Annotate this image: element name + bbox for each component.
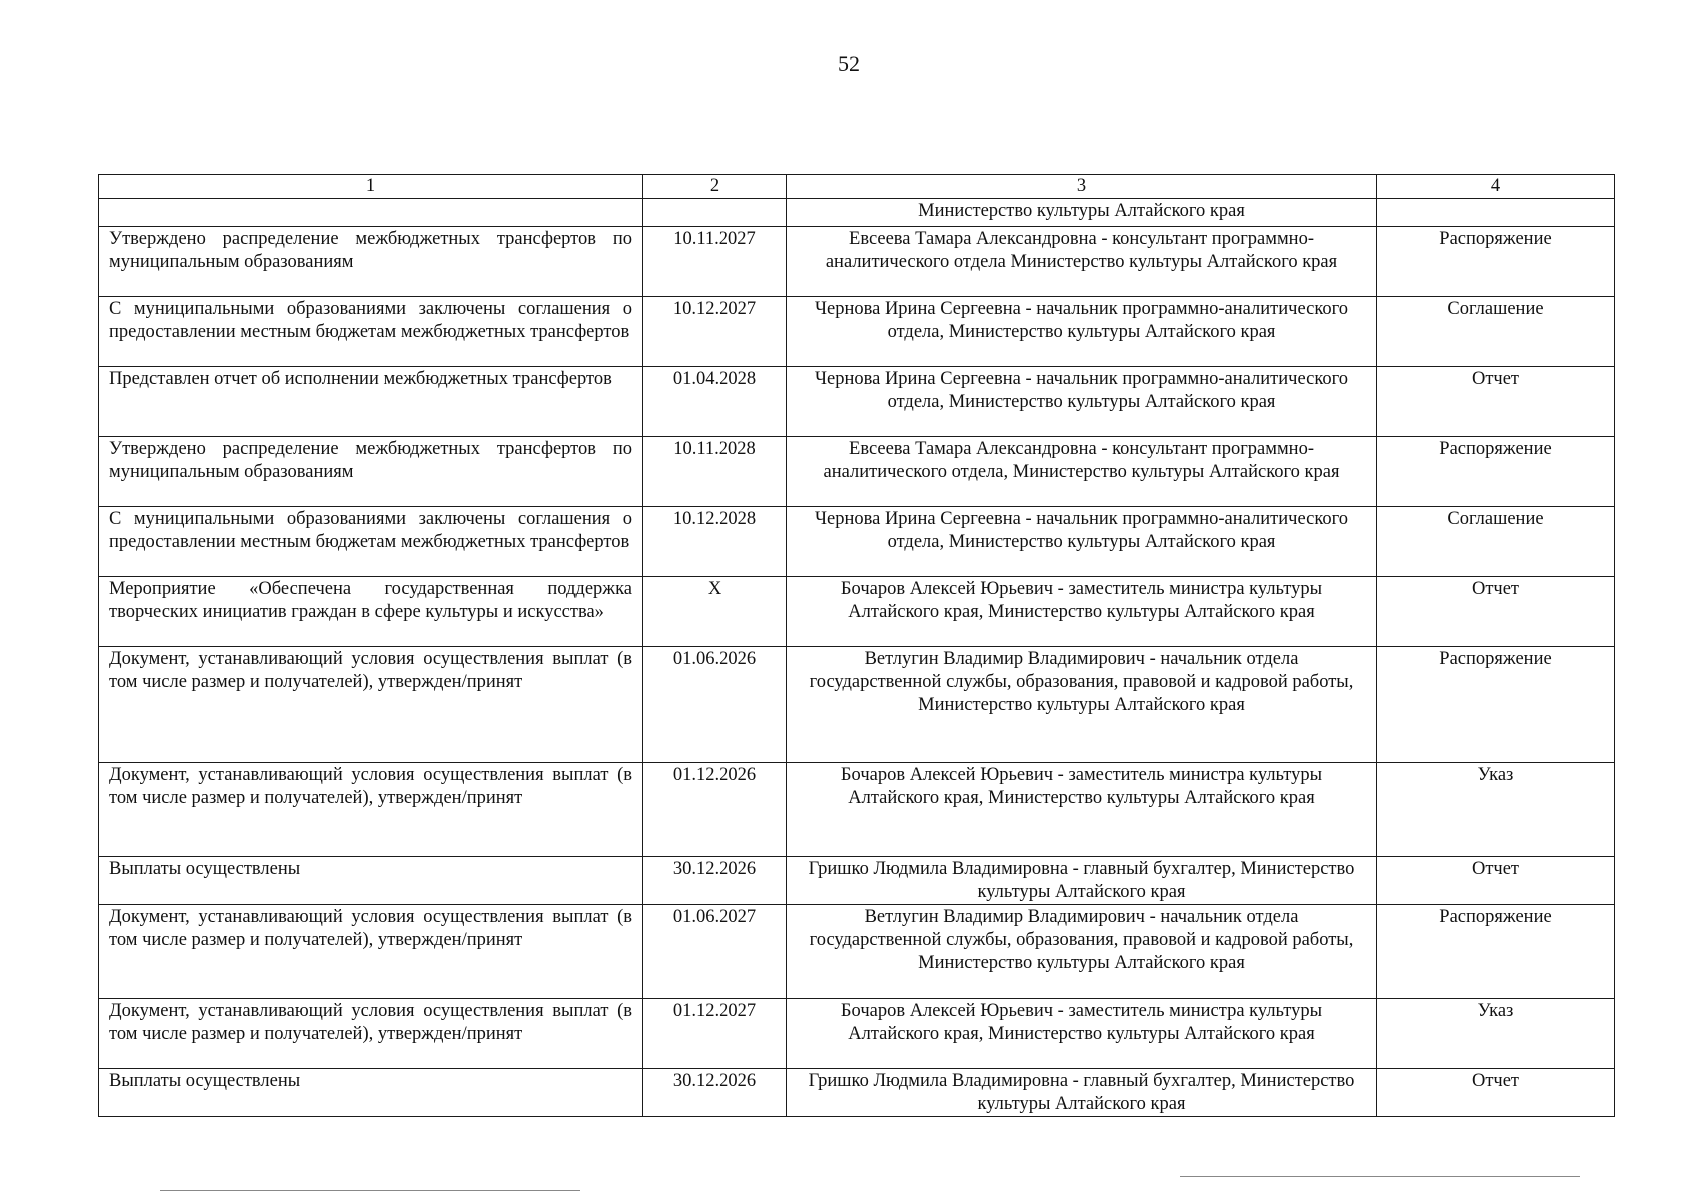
cell-document-type-text: Соглашение (1447, 299, 1544, 319)
cell-event-text: Утверждено распределение межбюджетных трансфертов по муниципальным образованиям (109, 439, 632, 482)
table-row (99, 577, 1615, 647)
table-row (99, 763, 1615, 857)
cell-document-type (1377, 647, 1615, 763)
cell-date-text: 01.04.2028 (672, 369, 757, 389)
cell-event-text: Выплаты осуществлены (109, 1071, 301, 1091)
cell-event (99, 199, 643, 227)
cell-responsible (787, 367, 1377, 437)
cell-event-text: С муниципальными образованиями заключены соглашения о предоставлении местным бюджетам межбюджетных трансфертов (109, 299, 632, 342)
cell-event-text: Представлен отчет об исполнении межбюджетных трансфертов (109, 369, 612, 389)
scan-artifact-line (1180, 1176, 1580, 1177)
cell-responsible (787, 227, 1377, 297)
cell-date (643, 857, 787, 905)
cell-responsible (787, 999, 1377, 1069)
cell-responsible-text: Чернова Ирина Сергеевна - начальник программно-аналитического отдела, Министерство культуры Алтайского края (814, 369, 1349, 412)
cell-document-type (1377, 905, 1615, 999)
cell-date (643, 1069, 787, 1117)
cell-date-text: 10.12.2028 (672, 509, 757, 529)
column-header-2: 2 (643, 175, 787, 199)
cell-responsible (787, 199, 1377, 227)
cell-document-type-text: Распоряжение (1439, 229, 1552, 249)
cell-document-type-text: Отчет (1471, 579, 1520, 599)
cell-event (99, 367, 643, 437)
cell-document-type (1377, 227, 1615, 297)
header-row (99, 175, 1615, 199)
cell-event-text: Документ, устанавливающий условия осуществления выплат (в том числе размер и получателей), утвержден/принят (109, 1001, 632, 1044)
column-header-3: 3 (787, 175, 1377, 199)
cell-responsible (787, 507, 1377, 577)
table-row (99, 999, 1615, 1069)
table-row (99, 857, 1615, 905)
cell-responsible-text: Бочаров Алексей Юрьевич - заместитель министра культуры Алтайского края, Министерство культуры Алтайского края (840, 765, 1323, 808)
cell-responsible-text: Евсеева Тамара Александровна - консультант программно-аналитического отдела, Министерство культуры Алтайского края (823, 439, 1340, 482)
table-row (99, 1069, 1615, 1117)
cell-date (643, 905, 787, 999)
cell-date-text: 01.12.2027 (672, 1001, 757, 1021)
table-row (99, 905, 1615, 999)
cell-date-text: 01.06.2026 (672, 649, 757, 669)
table-row (99, 647, 1615, 763)
scan-artifact-line (160, 1190, 580, 1191)
cell-date (643, 199, 787, 227)
page-number: 52 (838, 51, 860, 76)
cell-event (99, 507, 643, 577)
cell-event-text: Выплаты осуществлены (109, 859, 301, 879)
cell-date (643, 227, 787, 297)
cell-event (99, 857, 643, 905)
cell-date (643, 577, 787, 647)
cell-responsible (787, 905, 1377, 999)
cell-event (99, 227, 643, 297)
table-row (99, 507, 1615, 577)
cell-document-type (1377, 577, 1615, 647)
cell-event-text: Мероприятие «Обеспечена государственная поддержка творческих инициатив граждан в сфере культуры и искусства» (109, 579, 632, 622)
schedule-table (98, 174, 1615, 1117)
cell-date-text: 01.12.2026 (672, 765, 757, 785)
cell-responsible (787, 763, 1377, 857)
cell-responsible-text: Ветлугин Владимир Владимирович - начальник отдела государственной службы, образования, правовой и кадровой работы, Министерство культуры Алтайского края (809, 649, 1354, 715)
table-row (99, 367, 1615, 437)
cell-date (643, 507, 787, 577)
cell-date (643, 367, 787, 437)
cell-event-text: Документ, устанавливающий условия осуществления выплат (в том числе размер и получателей), утвержден/принят (109, 907, 632, 950)
table-header (99, 175, 1615, 199)
cell-document-type (1377, 297, 1615, 367)
cell-event (99, 577, 643, 647)
cell-responsible-text: Чернова Ирина Сергеевна - начальник программно-аналитического отдела, Министерство культуры Алтайского края (814, 509, 1349, 552)
cell-document-type-text: Распоряжение (1439, 439, 1552, 459)
cell-document-type (1377, 367, 1615, 437)
cell-event (99, 1069, 643, 1117)
cell-date-text: X (707, 579, 722, 599)
cell-document-type-text: Отчет (1471, 369, 1520, 389)
cell-document-type (1377, 437, 1615, 507)
cell-document-type (1377, 999, 1615, 1069)
cell-responsible-text: Евсеева Тамара Александровна - консультант программно-аналитического отдела Министерство культуры Алтайского края (825, 229, 1338, 272)
cell-responsible (787, 577, 1377, 647)
cell-date (643, 437, 787, 507)
cell-document-type-text: Отчет (1471, 859, 1520, 879)
cell-document-type (1377, 857, 1615, 905)
cell-document-type-text: Распоряжение (1439, 649, 1552, 669)
cell-event (99, 763, 643, 857)
cell-document-type-text: Соглашение (1447, 509, 1544, 529)
cell-event (99, 647, 643, 763)
cell-document-type (1377, 199, 1615, 227)
cell-date (643, 647, 787, 763)
column-header-4: 4 (1377, 175, 1615, 199)
cell-responsible (787, 1069, 1377, 1117)
table-row (99, 297, 1615, 367)
cell-document-type-text: Распоряжение (1439, 907, 1552, 927)
cell-event (99, 297, 643, 367)
cell-date-text: 01.06.2027 (672, 907, 757, 927)
cell-event (99, 999, 643, 1069)
cell-responsible-text: Чернова Ирина Сергеевна - начальник программно-аналитического отдела, Министерство культуры Алтайского края (814, 299, 1349, 342)
table-row (99, 437, 1615, 507)
cell-responsible-text: Гришко Людмила Владимировна - главный бухгалтер, Министерство культуры Алтайского края (808, 859, 1355, 902)
cell-date-text: 30.12.2026 (672, 859, 757, 879)
cell-document-type-text: Указ (1477, 765, 1514, 785)
cell-event (99, 437, 643, 507)
cell-date (643, 763, 787, 857)
cell-responsible-text: Ветлугин Владимир Владимирович - начальник отдела государственной службы, образования, правовой и кадровой работы, Министерство культуры Алтайского края (809, 907, 1354, 973)
cell-event (99, 905, 643, 999)
cell-responsible-text: Гришко Людмила Владимировна - главный бухгалтер, Министерство культуры Алтайского края (808, 1071, 1355, 1114)
cell-document-type (1377, 763, 1615, 857)
cell-document-type-text: Указ (1477, 1001, 1514, 1021)
cell-date-text: 10.12.2027 (672, 299, 757, 319)
cell-responsible (787, 437, 1377, 507)
cell-event-text: Документ, устанавливающий условия осуществления выплат (в том числе размер и получателей), утвержден/принят (109, 765, 632, 808)
column-header-1: 1 (99, 175, 643, 199)
cell-date-text: 10.11.2027 (673, 229, 756, 249)
cell-date-text: 30.12.2026 (672, 1071, 757, 1091)
cell-responsible (787, 297, 1377, 367)
cell-document-type (1377, 1069, 1615, 1117)
cell-document-type-text: Отчет (1471, 1071, 1520, 1091)
cell-responsible (787, 857, 1377, 905)
cell-event-text: С муниципальными образованиями заключены соглашения о предоставлении местным бюджетам межбюджетных трансфертов (109, 509, 632, 552)
table-row (99, 227, 1615, 297)
cell-responsible-text: Бочаров Алексей Юрьевич - заместитель министра культуры Алтайского края, Министерство культуры Алтайского края (840, 579, 1323, 622)
cell-document-type (1377, 507, 1615, 577)
cell-event-text: Документ, устанавливающий условия осуществления выплат (в том числе размер и получателей), утвержден/принят (109, 649, 632, 692)
cell-date (643, 999, 787, 1069)
cell-date (643, 297, 787, 367)
cell-responsible-text: Бочаров Алексей Юрьевич - заместитель министра культуры Алтайского края, Министерство культуры Алтайского края (840, 1001, 1323, 1044)
cell-responsible-text: Министерство культуры Алтайского края (918, 201, 1245, 221)
cell-event-text: Утверждено распределение межбюджетных трансфертов по муниципальным образованиям (109, 229, 632, 272)
cell-responsible (787, 647, 1377, 763)
table-row (99, 199, 1615, 227)
cell-date-text: 10.11.2028 (673, 439, 756, 459)
table-body (99, 199, 1615, 1117)
